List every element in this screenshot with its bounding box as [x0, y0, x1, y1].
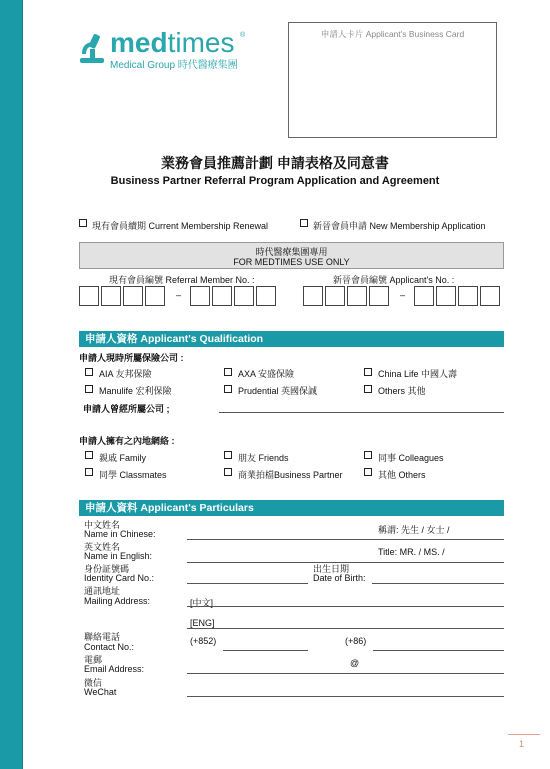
address-en-input-line[interactable]	[187, 628, 504, 629]
applicant-no-label: 新晉會員編號 Applicant's No. :	[333, 275, 455, 285]
english-name-label-zh: 英文姓名	[84, 542, 121, 552]
others-network-label: 其他 Others	[378, 470, 426, 480]
aia-label: AIA 友邦保險	[99, 369, 152, 379]
referral-member-no-label: 現有會員編號 Referral Member No. :	[109, 275, 255, 285]
aia-checkbox[interactable]	[85, 368, 93, 376]
others-network-checkbox[interactable]	[364, 468, 372, 476]
page-number: 1	[519, 739, 525, 749]
id-card-input-line[interactable]	[187, 583, 308, 584]
form-title-english: Business Partner Referral Program Application and Agreement	[110, 175, 440, 187]
applicant-no-dash: –	[400, 290, 406, 300]
chinese-name-input-line[interactable]	[187, 539, 504, 540]
referral-member-no-cell[interactable]	[123, 286, 143, 306]
id-card-label-en: Identity Card No.:	[84, 573, 155, 583]
applicant-no-cell[interactable]	[347, 286, 367, 306]
renewal-label: 現有會員續期 Current Membership Renewal	[92, 221, 269, 231]
network-label: 申請人擁有之內地網絡 :	[79, 436, 175, 446]
particulars-header: 申請人資料 Applicant's Particulars	[79, 500, 504, 516]
logo-wordmark-light: times	[167, 27, 235, 58]
page-number-rule	[508, 734, 540, 735]
classmates-label: 同學 Classmates	[99, 470, 167, 480]
applicant-no-cell[interactable]	[325, 286, 345, 306]
applicant-no-cell[interactable]	[414, 286, 434, 306]
dob-label-en: Date of Birth:	[313, 573, 366, 583]
email-label-en: Email Address:	[84, 664, 145, 674]
dob-label-zh: 出生日期	[313, 564, 350, 574]
business-partner-checkbox[interactable]	[224, 468, 232, 476]
address-label-en: Mailing Address:	[84, 596, 151, 606]
microscope-logo-icon	[78, 32, 108, 68]
english-name-label-en: Name in English:	[84, 551, 153, 561]
email-label-zh: 電郵	[84, 655, 103, 665]
colleagues-checkbox[interactable]	[364, 451, 372, 459]
salutation-en: Title: MR. / MS. /	[378, 547, 445, 557]
contact-label-en: Contact No.:	[84, 642, 135, 652]
referral-member-no-cell[interactable]	[79, 286, 99, 306]
new-membership-label: 新晉會員申請 New Membership Application	[313, 221, 486, 231]
referral-member-no-cell[interactable]	[234, 286, 254, 306]
dob-input-line[interactable]	[372, 583, 504, 584]
prudential-checkbox[interactable]	[224, 385, 232, 393]
office-use-zh: 時代醫療集團專用	[255, 247, 328, 257]
logo-wordmark-bold: med	[110, 27, 168, 58]
wechat-label-en: WeChat	[84, 687, 117, 697]
phone-cn-prefix: (+86)	[345, 636, 367, 646]
address-label-zh: 通訊地址	[84, 586, 121, 596]
address-zh-input-line[interactable]	[187, 606, 504, 607]
phone-hk-prefix: (+852)	[190, 636, 217, 646]
friends-checkbox[interactable]	[224, 451, 232, 459]
referral-member-no-cell[interactable]	[101, 286, 121, 306]
office-use-en: FOR MEDTIMES USE ONLY	[233, 257, 350, 267]
address-en-tag: [ENG]	[190, 618, 215, 628]
others-company-label: Others 其他	[378, 386, 426, 396]
applicant-no-cell[interactable]	[369, 286, 389, 306]
qualification-header: 申請人資格 Applicant's Qualification	[79, 331, 504, 347]
chinese-name-label-zh: 中文姓名	[84, 520, 121, 530]
new-membership-checkbox[interactable]	[300, 219, 308, 227]
logo-registered-mark: ®	[240, 32, 246, 39]
referral-member-no-cell[interactable]	[256, 286, 276, 306]
logo-wordmark	[110, 28, 234, 58]
referral-member-no-cell[interactable]	[212, 286, 232, 306]
applicant-no-cell[interactable]	[458, 286, 478, 306]
email-at-sign: @	[350, 658, 360, 668]
family-label: 親戚 Family	[99, 453, 146, 463]
manulife-label: Manulife 宏利保險	[99, 386, 172, 396]
applicant-no-cell[interactable]	[303, 286, 323, 306]
previous-company-label: 申請人曾經所屬公司 ;	[83, 404, 170, 414]
axa-label: AXA 安盛保險	[238, 369, 295, 379]
previous-company-input-line[interactable]	[219, 412, 504, 413]
china-life-checkbox[interactable]	[364, 368, 372, 376]
referral-no-dash: –	[176, 290, 182, 300]
colleagues-label: 同事 Colleagues	[378, 453, 444, 463]
friends-label: 朋友 Friends	[238, 453, 289, 463]
logo-subtitle: Medical Group 時代醫療集團	[110, 60, 238, 71]
contact-label-zh: 聯絡電話	[84, 632, 121, 642]
business-partner-label: 商業拍檔Business Partner	[238, 470, 343, 480]
chinese-name-label-en: Name in Chinese:	[84, 529, 156, 539]
business-card-box	[288, 22, 497, 138]
applicant-no-cell[interactable]	[436, 286, 456, 306]
prudential-label: Prudential 英國保誠	[238, 386, 318, 396]
id-card-label-zh: 身份証號碼	[84, 564, 130, 574]
axa-checkbox[interactable]	[224, 368, 232, 376]
phone-hk-input-line[interactable]	[223, 650, 308, 651]
office-use-box	[79, 242, 504, 269]
email-input-line[interactable]	[187, 673, 504, 674]
current-company-label: 申請人現時所屬保險公司 :	[79, 353, 184, 363]
salutation-zh: 稱謂: 先生 / 女士 /	[378, 525, 450, 535]
address-zh-tag: [中文]	[190, 598, 214, 608]
family-checkbox[interactable]	[85, 451, 93, 459]
referral-member-no-cell[interactable]	[145, 286, 165, 306]
china-life-label: China Life 中國人壽	[378, 369, 458, 379]
others-company-checkbox[interactable]	[364, 385, 372, 393]
wechat-input-line[interactable]	[187, 696, 504, 697]
applicant-no-cell[interactable]	[480, 286, 500, 306]
phone-cn-input-line[interactable]	[373, 650, 504, 651]
wechat-label-zh: 微信	[84, 678, 103, 688]
sidebar-accent-bar	[0, 0, 23, 769]
manulife-checkbox[interactable]	[85, 385, 93, 393]
referral-member-no-cell[interactable]	[190, 286, 210, 306]
form-title-chinese: 業務會員推薦計劃 申請表格及同意書	[161, 155, 389, 171]
classmates-checkbox[interactable]	[85, 468, 93, 476]
business-card-label: 申請人卡片 Applicant's Business Card	[320, 29, 465, 39]
renewal-checkbox[interactable]	[79, 219, 87, 227]
